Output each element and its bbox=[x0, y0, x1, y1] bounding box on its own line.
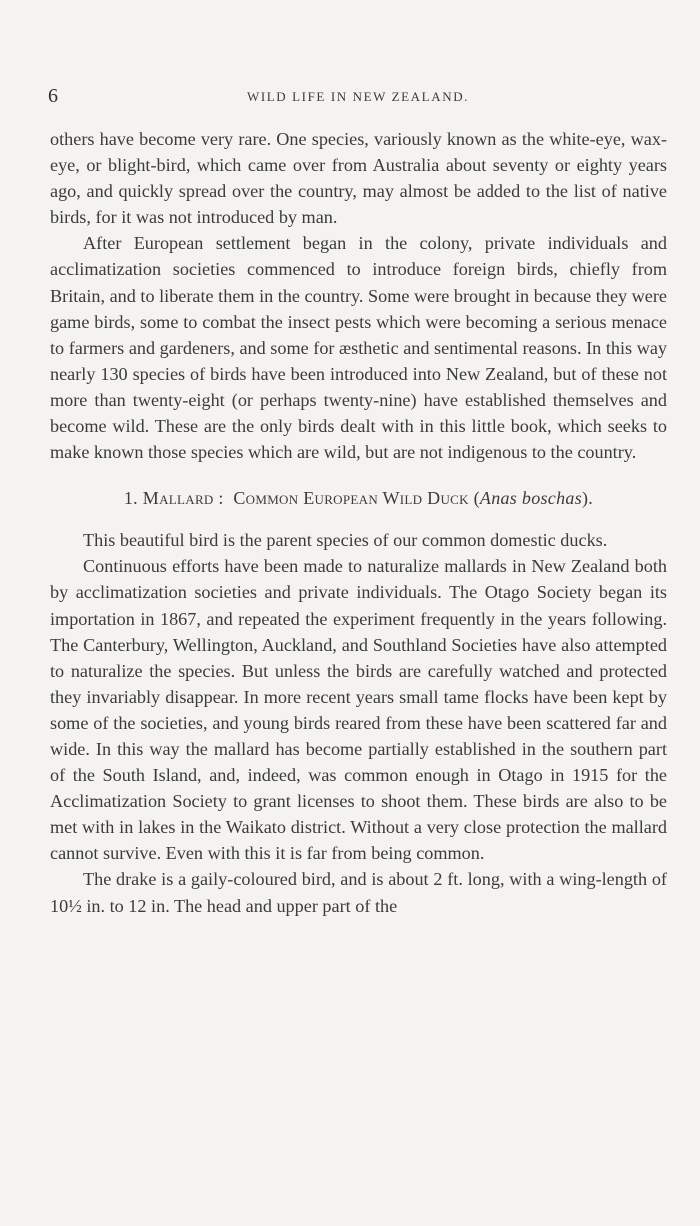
paragraph-mallard-parent: This beautiful bird is the parent species of our common domestic ducks. bbox=[83, 530, 608, 551]
section-separator: : bbox=[218, 488, 224, 509]
running-title: WILD LIFE IN NEW ZEALAND. bbox=[246, 89, 470, 104]
paragraph-continuation: others have become very rare. One species, variously known as the white-eye, wax-eye, or blight-bird, which came over from Australia about seventy or eighty years ago, and quickly spread over the country, may almost be added to the list of native birds, for it was not introduced by man. bbox=[50, 129, 667, 228]
page-number: 6 bbox=[48, 85, 58, 107]
section-name: Mallard bbox=[142, 488, 214, 509]
running-head bbox=[48, 84, 668, 108]
paragraph-introduced-birds: After European settlement began in the colony, private individuals and acclimatization societies commenced to introduce foreign birds, chiefly from Britain, and to liberate them in the country. Some were brought in because they were game birds, some to combat the insect pests which were becoming a serious menace to farmers and gardeners, and some for æsthetic and sentimental reasons. In this way nearly 130 species of birds have been introduced into New Zealand, but of these not more than twenty-eight (or perhaps twenty-nine) have established themselves and become wild. These are the only birds dealt with in this little book, which seeks to make known those species which are wild, but are not indigenous to the country. bbox=[50, 233, 667, 463]
paragraph-mallard-drake: The drake is a gaily-coloured bird, and is about 2 ft. long, with a wing-length of 10½ in. to 12 in. The head and upper part of the bbox=[50, 869, 667, 916]
section-heading-mallard: 1. Mallard : Common European Wild Duck (Anas boschas). bbox=[123, 488, 594, 509]
section-common-name: Common European Wild Duck bbox=[233, 488, 469, 509]
section-number: 1. bbox=[123, 488, 138, 509]
paragraph-mallard-naturalization: Continuous efforts have been made to naturalize mallards in New Zealand both by acclimatization societies and private individuals. The Otago Society began its importation in 1867, and repeated the experiment frequently in the years following. The Canterbury, Wellington, Auckland, and Southland Societies have also attempted to naturalize the species. But unless the birds are carefully watched and protected they invariably disappear. In more recent years small tame flocks have been kept by some of the societies, and young birds reared from these have been scattered far and wide. In this way the mallard has become partially established in the southern part of the South Island, and, indeed, was common enough in Otago in 1915 for the Acclimatization Society to grant licenses to shoot them. These birds are also to be met with in lakes in the Waikato district. Without a very close protection the mallard cannot survive. Even with this it is far from being common. bbox=[50, 556, 667, 864]
body-text bbox=[50, 126, 667, 919]
section-scientific-name: Anas boschas bbox=[479, 488, 583, 509]
